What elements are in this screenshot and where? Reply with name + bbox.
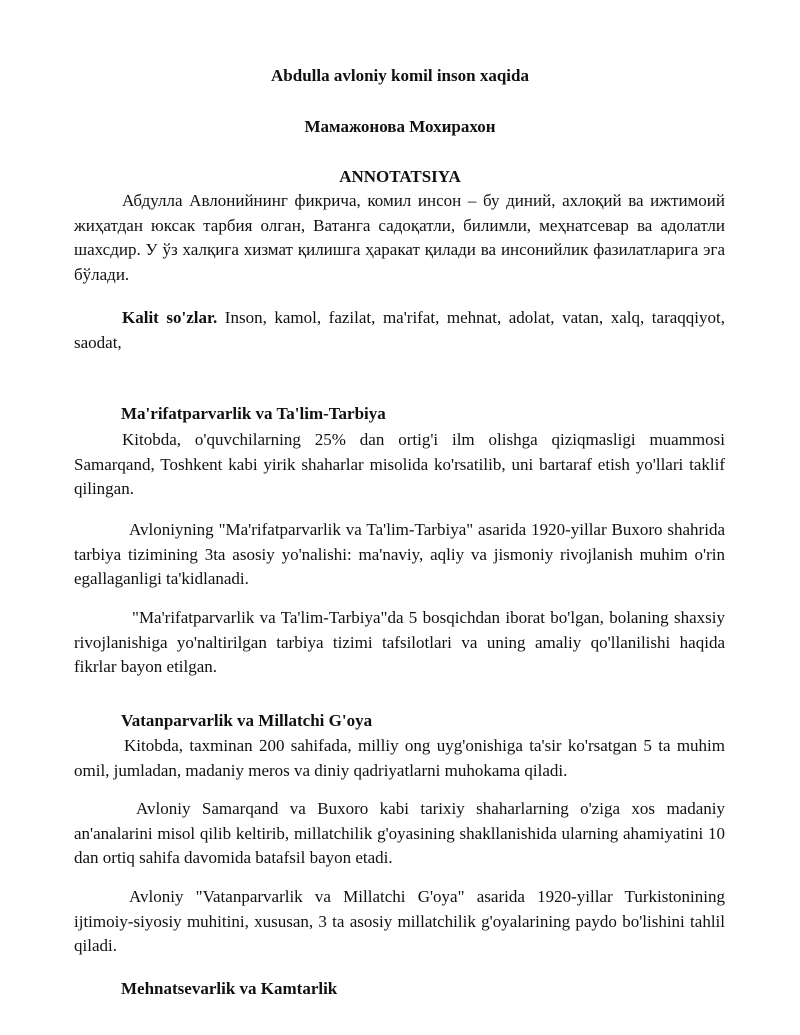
keywords-label: Kalit so'zlar. <box>122 308 218 327</box>
section-heading: Ma'rifatparvarlik va Ta'lim-Tarbiya <box>121 404 386 423</box>
section-paragraph: Avloniyning "Ma'rifatparvarlik va Ta'lim-Tarbiya" asarida 1920-yillar Buxoro shahrida tarbiya tizimining 3ta asosiy yo'nalishi: ma'naviy, aqliy va jismoniy rivojlanish muhim o'rin egallaganligi ta'kidlanadi. <box>74 520 725 588</box>
keywords-paragraph <box>74 306 725 355</box>
section-paragraph: Kitobda, o'quvchilarning 25% dan ortig'i ilm olishga qiziqmasligi muammosi Samarqand, Toshkent kabi yirik shaharlar misolida ko'rsatilib, uni bartaraf etish yo'llari taklif qilingan. <box>74 430 725 498</box>
section-paragraph: Avloniy Samarqand va Buxoro kabi tarixiy shaharlarning o'ziga xos madaniy an'analarini misol qilib keltirib, millatchilik g'oyasining shakllanishida ularning ahamiyatini 10 dan ortiq sahifa davomida batafsil bayon etadi. <box>74 799 725 867</box>
annotation-heading: ANNOTATSIYA <box>339 167 461 186</box>
keywords-text: Inson, kamol, fazilat, ma'rifat, mehnat, adolat, vatan, xalq, taraqqiyot, saodat, <box>74 308 725 352</box>
section-paragraph: "Ma'rifatparvarlik va Ta'lim-Tarbiya"da 5 bosqichdan iborat bo'lgan, bolaning shaxsiy rivojlanishiga yo'naltirilgan tarbiya tizimi tafsilotlari va uning amaliy qo'llanilishi haqida fikrlar bayon etilgan. <box>74 608 725 676</box>
document-title: Abdulla avloniy komil inson xaqida <box>271 66 529 85</box>
section-paragraph: Kitobda, taxminan 200 sahifada, milliy ong uyg'onishiga ta'sir ko'rsatgan 5 ta muhim omil, jumladan, madaniy meros va diniy qadriyatlarni muhokama qiladi. <box>74 736 725 780</box>
section-heading: Mehnatsevarlik va Kamtarlik <box>121 979 338 998</box>
author-name: Мамажонова Мохирахон <box>304 117 496 136</box>
annotation-paragraph: Абдулла Авлонийнинг фикрича, комил инсон – бу диний, ахлоқий ва ижтимоий жиҳатдан юксак тарбия олган, Ватанга садоқатли, билимли, меҳнатсевар ва адолатли шахсдир. У ўз халқига хизмат қилишга ҳаракат қилади ва инсонийлик фазилатларига эга бўлади. <box>74 191 725 284</box>
section-heading: Vatanparvarlik va Millatchi G'oya <box>121 711 373 730</box>
section-paragraph: Avloniy "Vatanparvarlik va Millatchi G'oya" asarida 1920-yillar Turkistonining ijtimoiy-siyosiy muhitini, xususan, 3 ta asosiy millatchilik g'oyalarining paydo bo'lishini tahlil qiladi. <box>74 887 725 955</box>
